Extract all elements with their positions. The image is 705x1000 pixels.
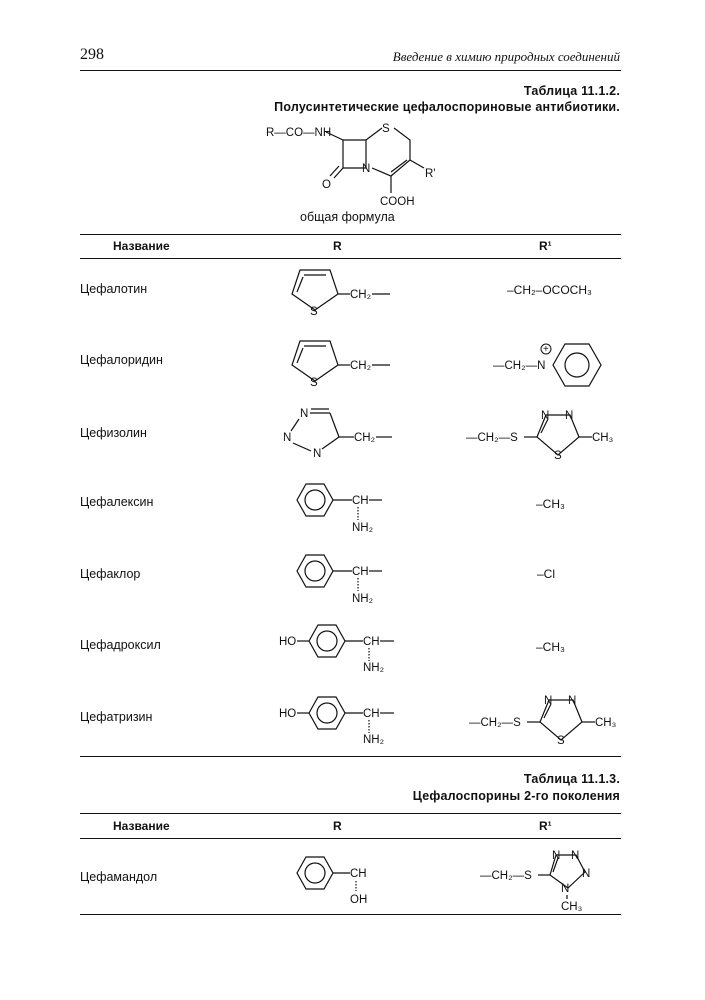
t2-col-r1-header: R¹ bbox=[539, 819, 552, 833]
tetrazole-n-a: N bbox=[552, 850, 561, 862]
nh2-3: NH₂ bbox=[363, 662, 385, 674]
thiophene-s-2: S bbox=[310, 377, 318, 389]
table-2-bottom-rule bbox=[80, 914, 621, 915]
tetrazole-structure bbox=[480, 850, 590, 913]
r1-cefadroxil: –CH₃ bbox=[536, 640, 565, 654]
t2-col-name-header: Название bbox=[113, 819, 170, 833]
triazole-n-top: N bbox=[300, 408, 309, 420]
thiadiazole-n-1a: N bbox=[541, 410, 550, 422]
triazole-n-bottom: N bbox=[313, 448, 322, 460]
ho-1: HO bbox=[279, 636, 297, 648]
ch-1: CH bbox=[352, 495, 369, 507]
table-1-caption: Таблица 11.1.2. bbox=[523, 84, 620, 98]
thiadiazole-s-2: S bbox=[557, 735, 565, 747]
ch2-s-2: —CH₂—S bbox=[469, 717, 521, 729]
oh-1: OH bbox=[350, 894, 368, 906]
triazole-n-left: N bbox=[283, 432, 292, 444]
ch2-3: CH₂ bbox=[354, 432, 376, 444]
ch2-s-1: —CH₂—S bbox=[466, 432, 518, 444]
formula-o: O bbox=[322, 179, 331, 191]
plus-charge: + bbox=[543, 344, 549, 355]
tetrazole-n-d: N bbox=[561, 883, 570, 895]
ch2-n-pyridinium: —CH₂—N bbox=[493, 360, 546, 372]
ch2-1: CH₂ bbox=[350, 289, 372, 301]
ch-5: CH bbox=[350, 868, 367, 880]
row-name-cefatrizin: Цефатризин bbox=[80, 710, 153, 724]
nh2-4: NH₂ bbox=[363, 734, 385, 746]
col-r1-header: R¹ bbox=[539, 239, 552, 253]
tetrazole-n-b: N bbox=[571, 850, 580, 862]
row-name-cefalexin: Цефалексин bbox=[80, 495, 154, 509]
formula-r-co-nh: R—CO—NH bbox=[266, 127, 332, 139]
ch-3: CH bbox=[363, 636, 380, 648]
ch3-2: CH₃ bbox=[595, 717, 617, 729]
ch2-2: CH₂ bbox=[350, 360, 372, 372]
table-2-title: Цефалоспорины 2-го поколения bbox=[412, 789, 620, 803]
col-name-header: Название bbox=[113, 239, 170, 253]
r1-cefaclor: –Cl bbox=[537, 567, 556, 581]
thiophene-s-1: S bbox=[310, 306, 318, 318]
nh2-2: NH₂ bbox=[352, 593, 374, 605]
row-name-cefaloridin: Цефалоридин bbox=[80, 353, 163, 367]
ch-2: CH bbox=[352, 566, 369, 578]
ho-2: HO bbox=[279, 708, 297, 720]
thiadiazole-n-1b: N bbox=[565, 410, 574, 422]
ch2-s-3: —CH₂—S bbox=[480, 870, 532, 882]
row-name-cefizolin: Цефизолин bbox=[80, 426, 147, 440]
nh2-1: NH₂ bbox=[352, 522, 374, 534]
row-name-cefaclor: Цефаклор bbox=[80, 567, 141, 581]
table-1-title: Полусинтетические цефалоспориновые антибиотики. bbox=[274, 100, 620, 114]
thiadiazole-n-2a: N bbox=[544, 695, 553, 707]
thiadiazole-s-1: S bbox=[554, 450, 562, 462]
col-r-header: R bbox=[333, 239, 342, 253]
r1-cefalotin: –CH₂–OCOCH₃ bbox=[507, 283, 592, 297]
row-name-cefalotin: Цефалотин bbox=[80, 282, 148, 296]
r1-cefalexin: –CH₃ bbox=[536, 497, 565, 511]
ch3-1: CH₃ bbox=[592, 432, 614, 444]
row-name-cefadroxil: Цефадроксил bbox=[80, 638, 161, 652]
mandelic-structure bbox=[297, 857, 367, 906]
formula-n: N bbox=[362, 163, 371, 175]
page-number: 298 bbox=[80, 46, 104, 63]
ch-4: CH bbox=[363, 708, 380, 720]
formula-caption: общая формула bbox=[300, 210, 395, 224]
table-2-caption: Таблица 11.1.3. bbox=[523, 772, 620, 786]
t2-col-r-header: R bbox=[333, 819, 342, 833]
formula-r-prime: R' bbox=[425, 168, 436, 180]
formula-cooh: COOH bbox=[380, 196, 415, 208]
tetrazole-n-c: N bbox=[582, 868, 591, 880]
running-title: Введение в химию природных соединений bbox=[392, 49, 620, 64]
formula-s: S bbox=[382, 123, 390, 135]
thiadiazole-n-2b: N bbox=[568, 695, 577, 707]
ch3-3: CH₃ bbox=[561, 901, 583, 913]
row-name-cefamandol: Цефамандол bbox=[80, 870, 158, 884]
